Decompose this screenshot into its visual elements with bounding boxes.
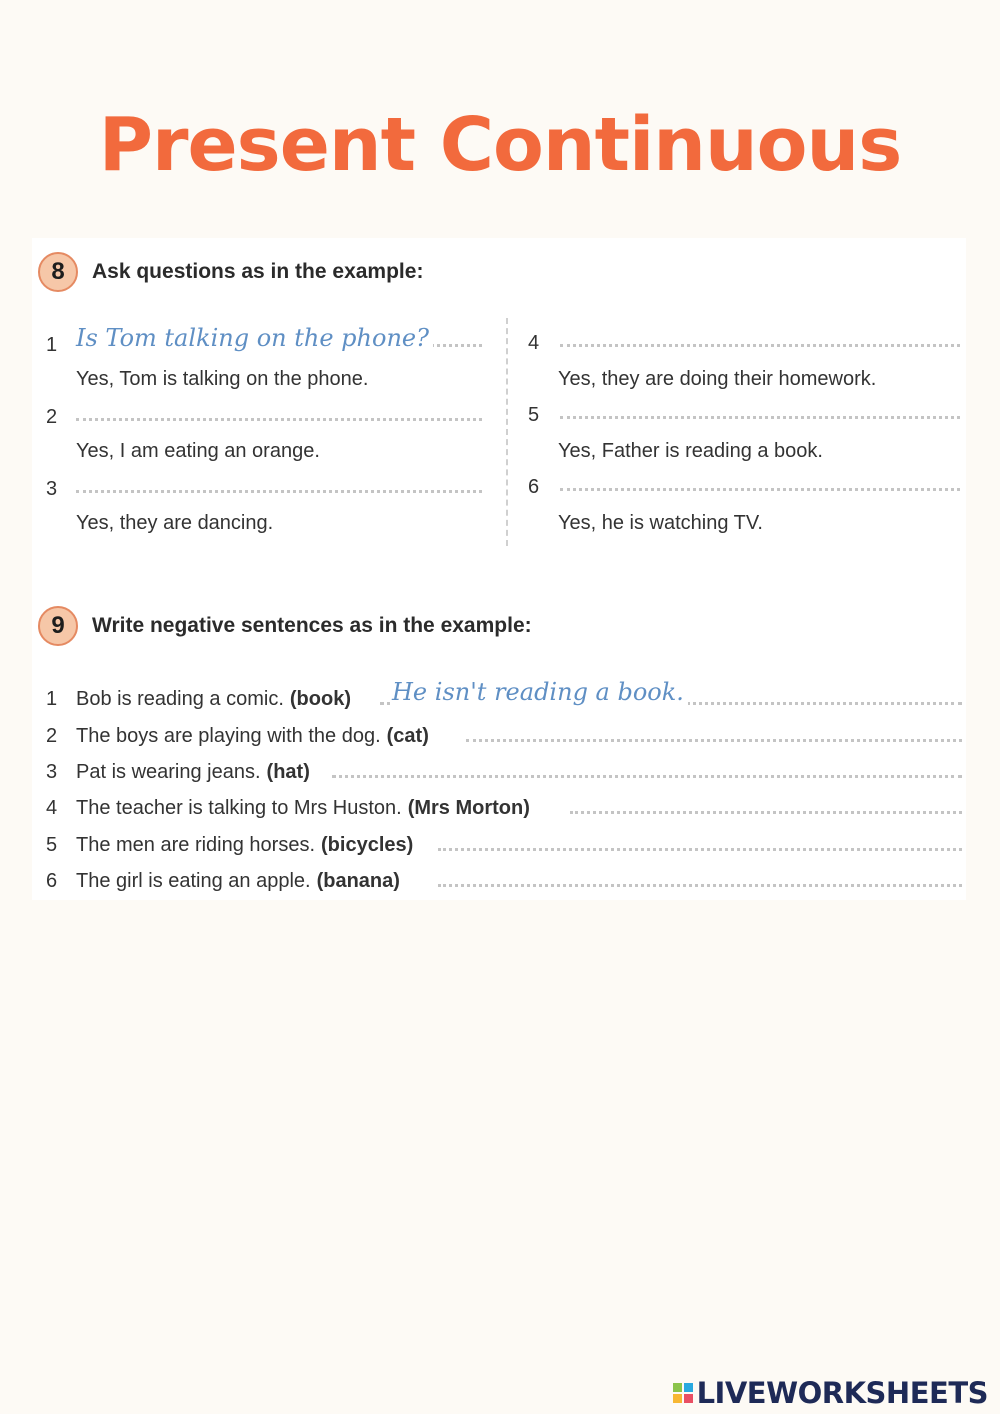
sentence-cue: (bicycles) xyxy=(321,834,414,856)
answer-blank[interactable] xyxy=(332,775,962,778)
item-response: Yes, Father is reading a book. xyxy=(558,440,823,462)
exercise-8-number-badge: 8 xyxy=(38,252,78,292)
sentence-cue: (cat) xyxy=(386,725,429,747)
sentence-text: The men are riding horses. xyxy=(76,834,316,856)
liveworksheets-logo[interactable] xyxy=(673,1376,988,1410)
item-number: 4 xyxy=(528,332,540,354)
logo-square-1 xyxy=(673,1383,682,1392)
sentence-text: Pat is wearing jeans. xyxy=(76,761,261,783)
answer-blank[interactable] xyxy=(466,739,962,742)
brand-name: LIVEWORKSHEETS xyxy=(696,1376,988,1410)
answer-blank[interactable] xyxy=(438,848,962,851)
example-answer: Is Tom talking on the phone? xyxy=(76,324,433,352)
item-number: 6 xyxy=(46,870,58,892)
item-number: 3 xyxy=(46,478,58,500)
logo-square-3 xyxy=(673,1394,682,1403)
item-number: 5 xyxy=(46,834,58,856)
exercise-8-header xyxy=(38,250,423,294)
worksheet-card xyxy=(32,238,966,900)
sentence-text: Bob is reading a comic. xyxy=(76,688,284,710)
sentence-cue: (book) xyxy=(289,688,351,710)
page-title: Present Continuous xyxy=(98,102,902,188)
sentence-6 xyxy=(76,870,400,893)
logo-square-2 xyxy=(684,1383,693,1392)
item-number: 2 xyxy=(46,406,58,428)
exercise-9-instruction: Write negative sentences as in the example: xyxy=(92,614,532,637)
item-response: Yes, Tom is talking on the phone. xyxy=(76,368,369,390)
answer-blank[interactable] xyxy=(76,490,482,493)
answer-blank[interactable] xyxy=(560,488,960,491)
sentence-cue: (Mrs Morton) xyxy=(407,797,530,819)
logo-square-4 xyxy=(684,1394,693,1403)
example-answer: He isn't reading a book. xyxy=(392,678,688,706)
sentence-4 xyxy=(76,797,530,820)
item-number: 1 xyxy=(46,688,58,710)
item-number: 1 xyxy=(46,334,58,356)
answer-blank[interactable] xyxy=(438,884,962,887)
column-divider xyxy=(506,318,508,546)
item-response: Yes, they are dancing. xyxy=(76,512,274,534)
sentence-2 xyxy=(76,725,429,748)
item-response: Yes, I am eating an orange. xyxy=(76,440,320,462)
exercise-9-header xyxy=(38,604,532,648)
logo-mark-icon xyxy=(673,1383,693,1403)
item-number: 6 xyxy=(528,476,540,498)
answer-blank[interactable] xyxy=(560,416,960,419)
exercise-8-instruction: Ask questions as in the example: xyxy=(92,260,424,283)
item-response: Yes, he is watching TV. xyxy=(558,512,763,534)
answer-blank[interactable] xyxy=(560,344,960,347)
answer-blank[interactable] xyxy=(76,418,482,421)
answer-blank[interactable] xyxy=(570,811,962,814)
item-number: 3 xyxy=(46,761,58,783)
item-response: Yes, they are doing their homework. xyxy=(558,368,877,390)
sentence-cue: (hat) xyxy=(266,761,310,783)
sentence-1 xyxy=(76,688,351,711)
sentence-text: The girl is eating an apple. xyxy=(76,870,311,892)
sentence-3 xyxy=(76,761,310,784)
sentence-text: The teacher is talking to Mrs Huston. xyxy=(76,797,402,819)
sentence-text: The boys are playing with the dog. xyxy=(76,725,381,747)
sentence-5 xyxy=(76,834,413,857)
sentence-cue: (banana) xyxy=(316,870,400,892)
exercise-9-number-badge: 9 xyxy=(38,606,78,646)
item-number: 5 xyxy=(528,404,540,426)
item-number: 4 xyxy=(46,797,58,819)
item-number: 2 xyxy=(46,725,58,747)
